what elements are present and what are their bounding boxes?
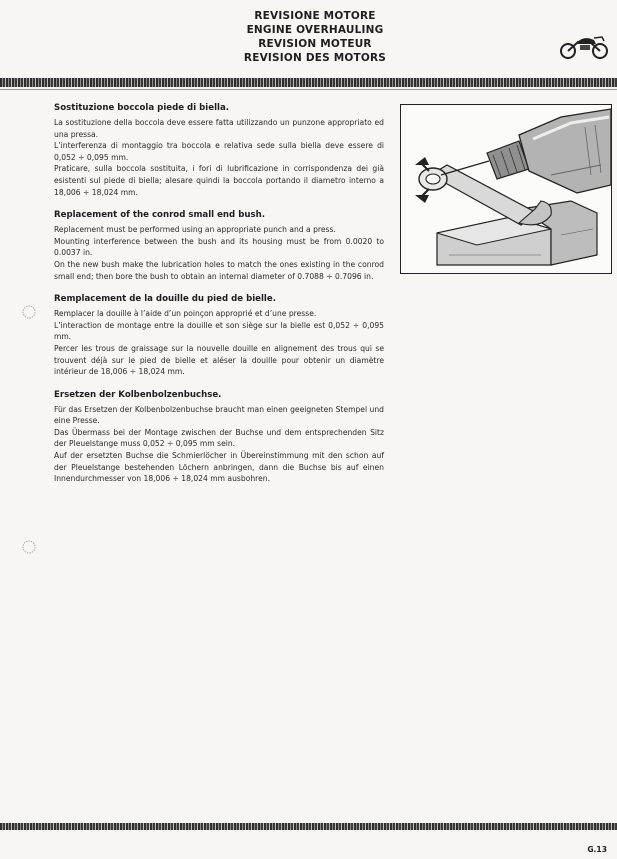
section-german (54, 390, 384, 485)
section-french (54, 294, 384, 378)
punch-hole-icon (22, 305, 36, 319)
paragraph: Praticare, sulla boccola sostituita, i fori di lubrificazione in corrispondenza dei già esistenti sul piede di biella; alesare quindi la boccola portando il diametro interno a 18,006 ÷ 18,024 mm. (54, 164, 384, 197)
header-title-it: REVISIONE MOTORE (254, 10, 376, 22)
paragraph: Remplacer la douille à l’aide d’un poinçon approprié et d’une presse. (54, 309, 317, 319)
section-title-de: Ersetzen der Kolbenbolzenbuchse. (54, 389, 222, 400)
text-column (54, 103, 384, 497)
section-title-it: Sostituzione boccola piede di biella. (54, 103, 230, 113)
section-title-en: Replacement of the conrod small end bush. (54, 210, 265, 221)
paragraph: Replacement must be performed using an appropriate punch and a press. (54, 225, 336, 235)
header-title-fr: REVISION MOTEUR (258, 38, 372, 50)
motorcycle-icon (558, 32, 610, 60)
paragraph: Für das Ersetzen der Kolbenbolzenbuchse braucht man einen geeigneten Stempel und eine Presse. (54, 404, 384, 426)
page-header-titles (180, 9, 450, 65)
header-title-de: REVISION DES MOTORS (243, 52, 387, 64)
punch-hole-icon (22, 540, 36, 554)
paragraph: Auf der ersetzten Buchse die Schmierlöcher in Übereinstimmung mit den schon auf der Pleuelstange bestehenden Löchern anbringen, dann die Buchse bis auf einen Innendurchmesser von 18,006 ÷ 18,024 mm ausbohren. (54, 451, 384, 484)
page-number: G.13 (587, 845, 607, 854)
drill-conrod-illustration (400, 104, 612, 274)
paragraph: La sostituzione della boccola deve essere fatta utilizzando un punzone appropriato ed una pressa. (54, 118, 384, 139)
header-title-en: ENGINE OVERHAULING (246, 24, 384, 36)
section-italian (54, 103, 384, 198)
paragraph: Mounting interference between the bush and its housing must be from 0.0020 to 0.0037 in. (54, 236, 384, 258)
paragraph: Percer les trous de graissage sur la nouvelle douille en alignement des trous qui se trouvent déjà sur le pied de bielle et aléser la douille pour obtenir un diamètre intérieur de 18,006 ÷ 18,024 mm. (54, 343, 384, 377)
paragraph: L’interaction de montage entre la douille et son siège sur la bielle est 0,052 ÷ 0,095 mm. (54, 320, 384, 342)
paragraph: On the new bush make the lubrication holes to match the ones existing in the conrod small end; then bore the bush to obtain an internal diameter of 0.7088 ÷ 0.7096 in. (54, 259, 384, 281)
header-rule-thin (0, 89, 617, 90)
paragraph: L’interferenza di montaggio tra boccola e relativa sede sulla biella deve essere di 0,052 ÷ 0,095 mm. (54, 141, 384, 162)
footer-rule (0, 823, 617, 830)
section-title-fr: Remplacement de la douille du pied de bielle. (54, 294, 276, 305)
paragraph: Das Übermass bei der Montage zwischen der Buchse und dem entsprechenden Sitz der Pleuelstange muss 0,052 ÷ 0,095 mm sein. (54, 427, 384, 449)
header-rule (0, 78, 617, 87)
section-english (54, 210, 384, 282)
